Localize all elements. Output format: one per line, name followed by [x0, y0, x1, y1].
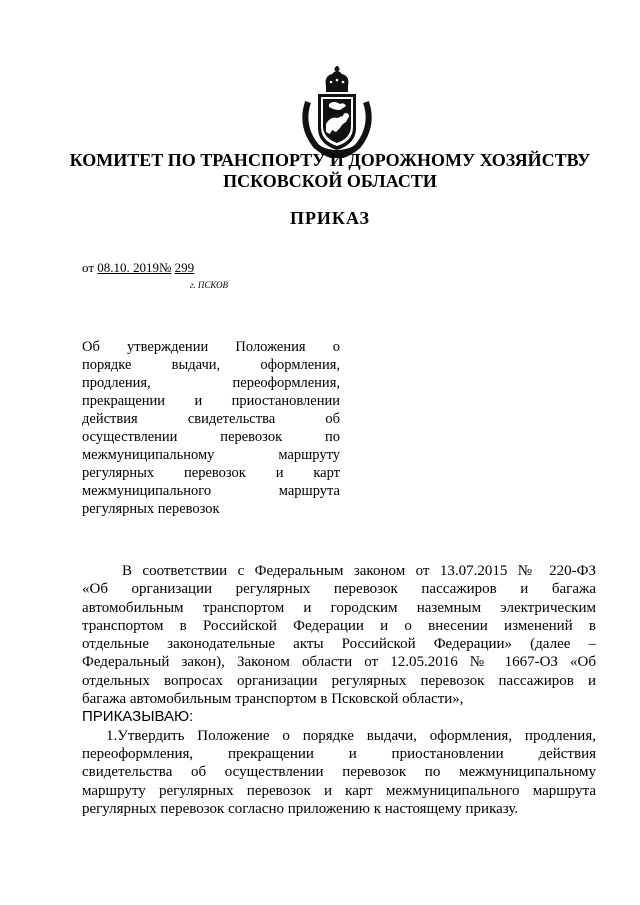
- organization-title-line-1: КОМИТЕТ ПО ТРАНСПОРТУ И ДОРОЖНОМУ ХОЗЯЙСТВУ: [69, 150, 591, 170]
- preamble-line: «Об организации регулярных перевозок пассажиров и багажа: [82, 581, 596, 598]
- document-date-line: [82, 260, 194, 276]
- subject-line: прекращении и приостановлении: [82, 393, 340, 409]
- item-1-line: свидетельства об осуществлении перевозок по межмуниципальному: [82, 764, 596, 781]
- subject-line: Об утверждении Положения о: [82, 339, 340, 355]
- subject-line: межмуниципального маршрута: [82, 483, 340, 499]
- preamble-line: автомобильным транспортом и городским наземным электрическим: [82, 599, 596, 616]
- item-1-line: 1.Утвердить Положение о порядке выдачи, оформления, продления,: [106, 727, 596, 744]
- preamble-line: багажа автомобильным транспортом в Псковской области»,: [82, 691, 464, 708]
- item-1-line: регулярных перевозок согласно приложению к настоящему приказу.: [82, 800, 519, 817]
- subject-line: регулярных перевозок и карт: [82, 465, 340, 481]
- preamble-line: отдельные законодательные акты Российской Федерации» (далее –: [82, 636, 596, 653]
- document-city: г. ПСКОВ: [190, 280, 228, 290]
- item-1-line: переоформления, прекращении и приостановлении действия: [82, 745, 596, 762]
- document-subject: [82, 338, 340, 518]
- date-prefix: от: [82, 260, 95, 275]
- document-type-heading: ПРИКАЗ: [289, 208, 371, 228]
- item-1-line: маршруту регулярных перевозок и карт межмуниципального маршрута: [82, 782, 596, 799]
- document-date: 08.10. 2019: [97, 260, 160, 275]
- subject-line: регулярных перевозок: [82, 501, 220, 517]
- pskov-coat-of-arms-icon: [296, 66, 378, 158]
- preamble-line: отдельных вопросах организации регулярных перевозок пассажиров и: [82, 672, 596, 689]
- preamble-line: транспортом в Российской Федерации и о внесении изменений в: [82, 617, 596, 634]
- subject-line: порядке выдачи, оформления,: [82, 357, 340, 373]
- subject-line: продления, переоформления,: [82, 375, 340, 391]
- document-number: 299: [174, 260, 195, 275]
- preamble-line: Федеральный закон), Законом области от 12.05.2016 № 1667-ОЗ «Об: [82, 654, 596, 671]
- subject-line: действия свидетельства об: [82, 411, 340, 427]
- order-word: ПРИКАЗЫВАЮ:: [82, 708, 194, 726]
- number-sign: №: [159, 260, 172, 275]
- subject-line: осуществлении перевозок по: [82, 429, 340, 445]
- organization-title-line-2: ПСКОВСКОЙ ОБЛАСТИ: [223, 171, 437, 191]
- document-body: [82, 562, 596, 818]
- subject-line: межмуниципальному маршруту: [82, 447, 340, 463]
- organization-title: [40, 150, 620, 192]
- preamble-line: В соответствии с Федеральным законом от 13.07.2015 № 220-ФЗ: [122, 563, 596, 579]
